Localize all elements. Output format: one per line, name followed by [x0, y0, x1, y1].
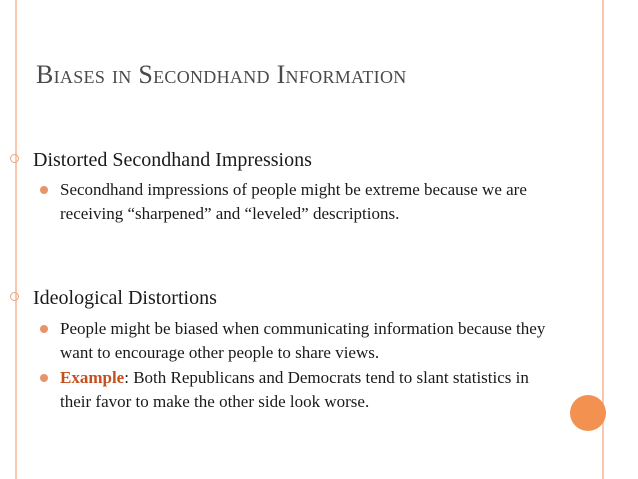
bullet-item	[40, 178, 560, 226]
section-heading-text: Ideological Distortions	[33, 287, 217, 309]
section-heading-distorted	[10, 149, 312, 172]
filled-circle-bullet-icon	[40, 374, 48, 382]
bullet-text-rest: : Both Republicans and Democrats tend to slant statistics in their favor to make the other side look worse.	[60, 368, 529, 411]
hollow-circle-bullet-icon	[10, 154, 19, 163]
bullet-text: Secondhand impressions of people might be extreme because we are receiving “sharpened” and “leveled” descriptions.	[60, 180, 527, 223]
section-heading-text: Distorted Secondhand Impressions	[33, 149, 312, 171]
hollow-circle-bullet-icon	[10, 292, 19, 301]
example-emphasis: Example	[60, 368, 125, 387]
bullet-item	[40, 366, 560, 414]
decorative-orange-circle	[570, 395, 606, 431]
bullet-text	[60, 366, 560, 414]
filled-circle-bullet-icon	[40, 186, 48, 194]
bullet-text: People might be biased when communicating information because they want to encourage other people to share views.	[60, 319, 546, 362]
slide-title: Biases in Secondhand Information	[36, 60, 407, 89]
bullet-item	[40, 317, 560, 365]
section-heading-ideological	[10, 287, 217, 310]
filled-circle-bullet-icon	[40, 325, 48, 333]
